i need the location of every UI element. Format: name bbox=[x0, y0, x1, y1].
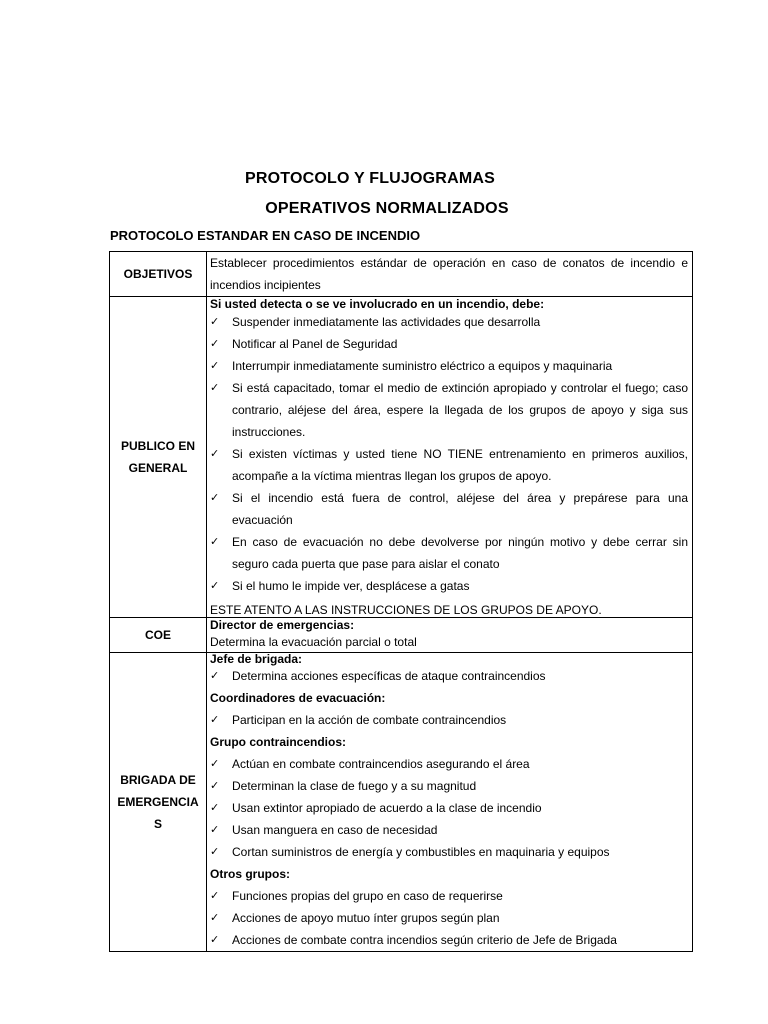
checklist-item bbox=[210, 665, 688, 687]
checklist-item-text: En caso de evacuación no debe devolverse por ningún motivo y debe cerrar sin seguro cada puerta que pase para aislar el conato bbox=[232, 535, 688, 571]
checklist-item-text: Interrumpir inmediatamente suministro eléctrico a equipos y maquinaria bbox=[232, 359, 613, 373]
checklist-item bbox=[210, 929, 688, 951]
otros-list bbox=[210, 885, 688, 951]
label-brigada bbox=[110, 653, 207, 952]
label-brigada-line3: S bbox=[153, 817, 162, 831]
jefe-heading: Jefe de brigada: bbox=[210, 652, 303, 666]
checklist-item-text: Funciones propias del grupo en caso de requerirse bbox=[232, 889, 503, 903]
otros-heading: Otros grupos: bbox=[210, 867, 290, 881]
checkmark-icon: ✓ bbox=[210, 670, 220, 682]
protocol-table bbox=[109, 251, 693, 952]
objetivos-text: Establecer procedimientos estándar de operación en caso de conatos de incendio e incendios incipientes bbox=[207, 252, 693, 297]
checklist-item bbox=[210, 819, 688, 841]
checklist-item bbox=[210, 333, 688, 355]
checklist-item bbox=[210, 709, 688, 731]
checklist-item bbox=[210, 775, 688, 797]
checklist-item-text: Cortan suministros de energía y combustibles en maquinaria y equipos bbox=[232, 845, 610, 859]
coord-heading: Coordinadores de evacuación: bbox=[210, 691, 386, 705]
checklist-item-text: Determinan la clase de fuego y a su magnitud bbox=[232, 779, 477, 793]
checklist-item-text: Determina acciones específicas de ataque contraincendios bbox=[232, 669, 546, 683]
checkmark-icon: ✓ bbox=[210, 934, 220, 946]
checkmark-icon: ✓ bbox=[210, 780, 220, 792]
checklist-item bbox=[210, 885, 688, 907]
coe-text: Determina la evacuación parcial o total bbox=[210, 635, 417, 649]
row-objetivos bbox=[110, 252, 693, 297]
checklist-item-text: Suspender inmediatamente las actividades que desarrolla bbox=[232, 315, 541, 329]
row-coe bbox=[110, 618, 693, 653]
label-coe: COE bbox=[110, 618, 207, 653]
checklist-item-text: Si el incendio está fuera de control, aléjese del área y prepárese para una evacuación bbox=[232, 491, 688, 527]
checklist-item bbox=[210, 797, 688, 819]
publico-content bbox=[207, 297, 693, 618]
coe-heading: Director de emergencias: bbox=[210, 618, 355, 632]
checklist-item-text: Si el humo le impide ver, desplácese a gatas bbox=[232, 579, 470, 593]
checkmark-icon: ✓ bbox=[210, 846, 220, 858]
jefe-list bbox=[210, 665, 688, 687]
checklist-item-text: Acciones de apoyo mutuo ínter grupos según plan bbox=[232, 911, 500, 925]
checklist-item bbox=[210, 443, 688, 487]
checkmark-icon: ✓ bbox=[210, 824, 220, 836]
document-subtitle: PROTOCOLO ESTANDAR EN CASO DE INCENDIO bbox=[110, 228, 421, 243]
checklist-item bbox=[210, 753, 688, 775]
checklist-item-text: Usan extintor apropiado de acuerdo a la clase de incendio bbox=[232, 801, 542, 815]
checkmark-icon: ✓ bbox=[210, 758, 220, 770]
checkmark-icon: ✓ bbox=[210, 714, 220, 726]
coe-content bbox=[207, 618, 693, 653]
checkmark-icon: ✓ bbox=[210, 802, 220, 814]
checklist-item bbox=[210, 355, 688, 377]
checklist-item-text: Usan manguera en caso de necesidad bbox=[232, 823, 438, 837]
checklist-item-text: Actúan en combate contraincendios asegurando el área bbox=[232, 757, 530, 771]
checklist-item bbox=[210, 907, 688, 929]
coord-list bbox=[210, 709, 688, 731]
label-brigada-line2: EMERGENCIA bbox=[117, 795, 199, 809]
checkmark-icon: ✓ bbox=[210, 360, 220, 372]
label-publico: PUBLICO EN GENERAL bbox=[110, 297, 207, 618]
checklist-item-text: Si existen víctimas y usted tiene NO TIENE entrenamiento en primeros auxilios, acompañe a la víctima mientras llegan los grupos de apoyo. bbox=[232, 447, 688, 483]
checkmark-icon: ✓ bbox=[210, 890, 220, 902]
grupo-list bbox=[210, 753, 688, 863]
publico-list bbox=[210, 311, 688, 597]
checklist-item-text: Acciones de combate contra incendios según criterio de Jefe de Brigada bbox=[232, 933, 617, 947]
publico-heading: Si usted detecta o se ve involucrado en un incendio, debe: bbox=[210, 297, 545, 311]
checkmark-icon: ✓ bbox=[210, 492, 220, 504]
checkmark-icon: ✓ bbox=[210, 912, 220, 924]
label-brigada-line1: BRIGADA DE bbox=[120, 773, 196, 787]
checkmark-icon: ✓ bbox=[210, 316, 220, 328]
brigada-content bbox=[207, 653, 693, 952]
checkmark-icon: ✓ bbox=[210, 338, 220, 350]
document-title-line1: PROTOCOLO Y FLUJOGRAMAS bbox=[245, 170, 495, 187]
checklist-item bbox=[210, 377, 688, 443]
checklist-item-text: Si está capacitado, tomar el medio de extinción apropiado y controlar el fuego; caso contrario, aléjese del área, espere la llegada de los grupos de apoyo y siga sus instrucciones. bbox=[232, 381, 688, 439]
checklist-item-text: Participan en la acción de combate contraincendios bbox=[232, 713, 507, 727]
row-brigada bbox=[110, 653, 693, 952]
publico-footer: ESTE ATENTO A LAS INSTRUCCIONES DE LOS GRUPOS DE APOYO. bbox=[210, 603, 602, 617]
checkmark-icon: ✓ bbox=[210, 580, 220, 592]
checkmark-icon: ✓ bbox=[210, 536, 220, 548]
label-objetivos: OBJETIVOS bbox=[110, 252, 207, 297]
checklist-item-text: Notificar al Panel de Seguridad bbox=[232, 337, 398, 351]
row-publico bbox=[110, 297, 693, 618]
grupo-heading: Grupo contraincendios: bbox=[210, 735, 347, 749]
checkmark-icon: ✓ bbox=[210, 382, 220, 394]
checkmark-icon: ✓ bbox=[210, 448, 220, 460]
document-title-line2: OPERATIVOS NORMALIZADOS bbox=[265, 200, 509, 217]
checklist-item bbox=[210, 311, 688, 333]
checklist-item bbox=[210, 487, 688, 531]
checklist-item bbox=[210, 531, 688, 575]
checklist-item bbox=[210, 841, 688, 863]
checklist-item bbox=[210, 575, 688, 597]
